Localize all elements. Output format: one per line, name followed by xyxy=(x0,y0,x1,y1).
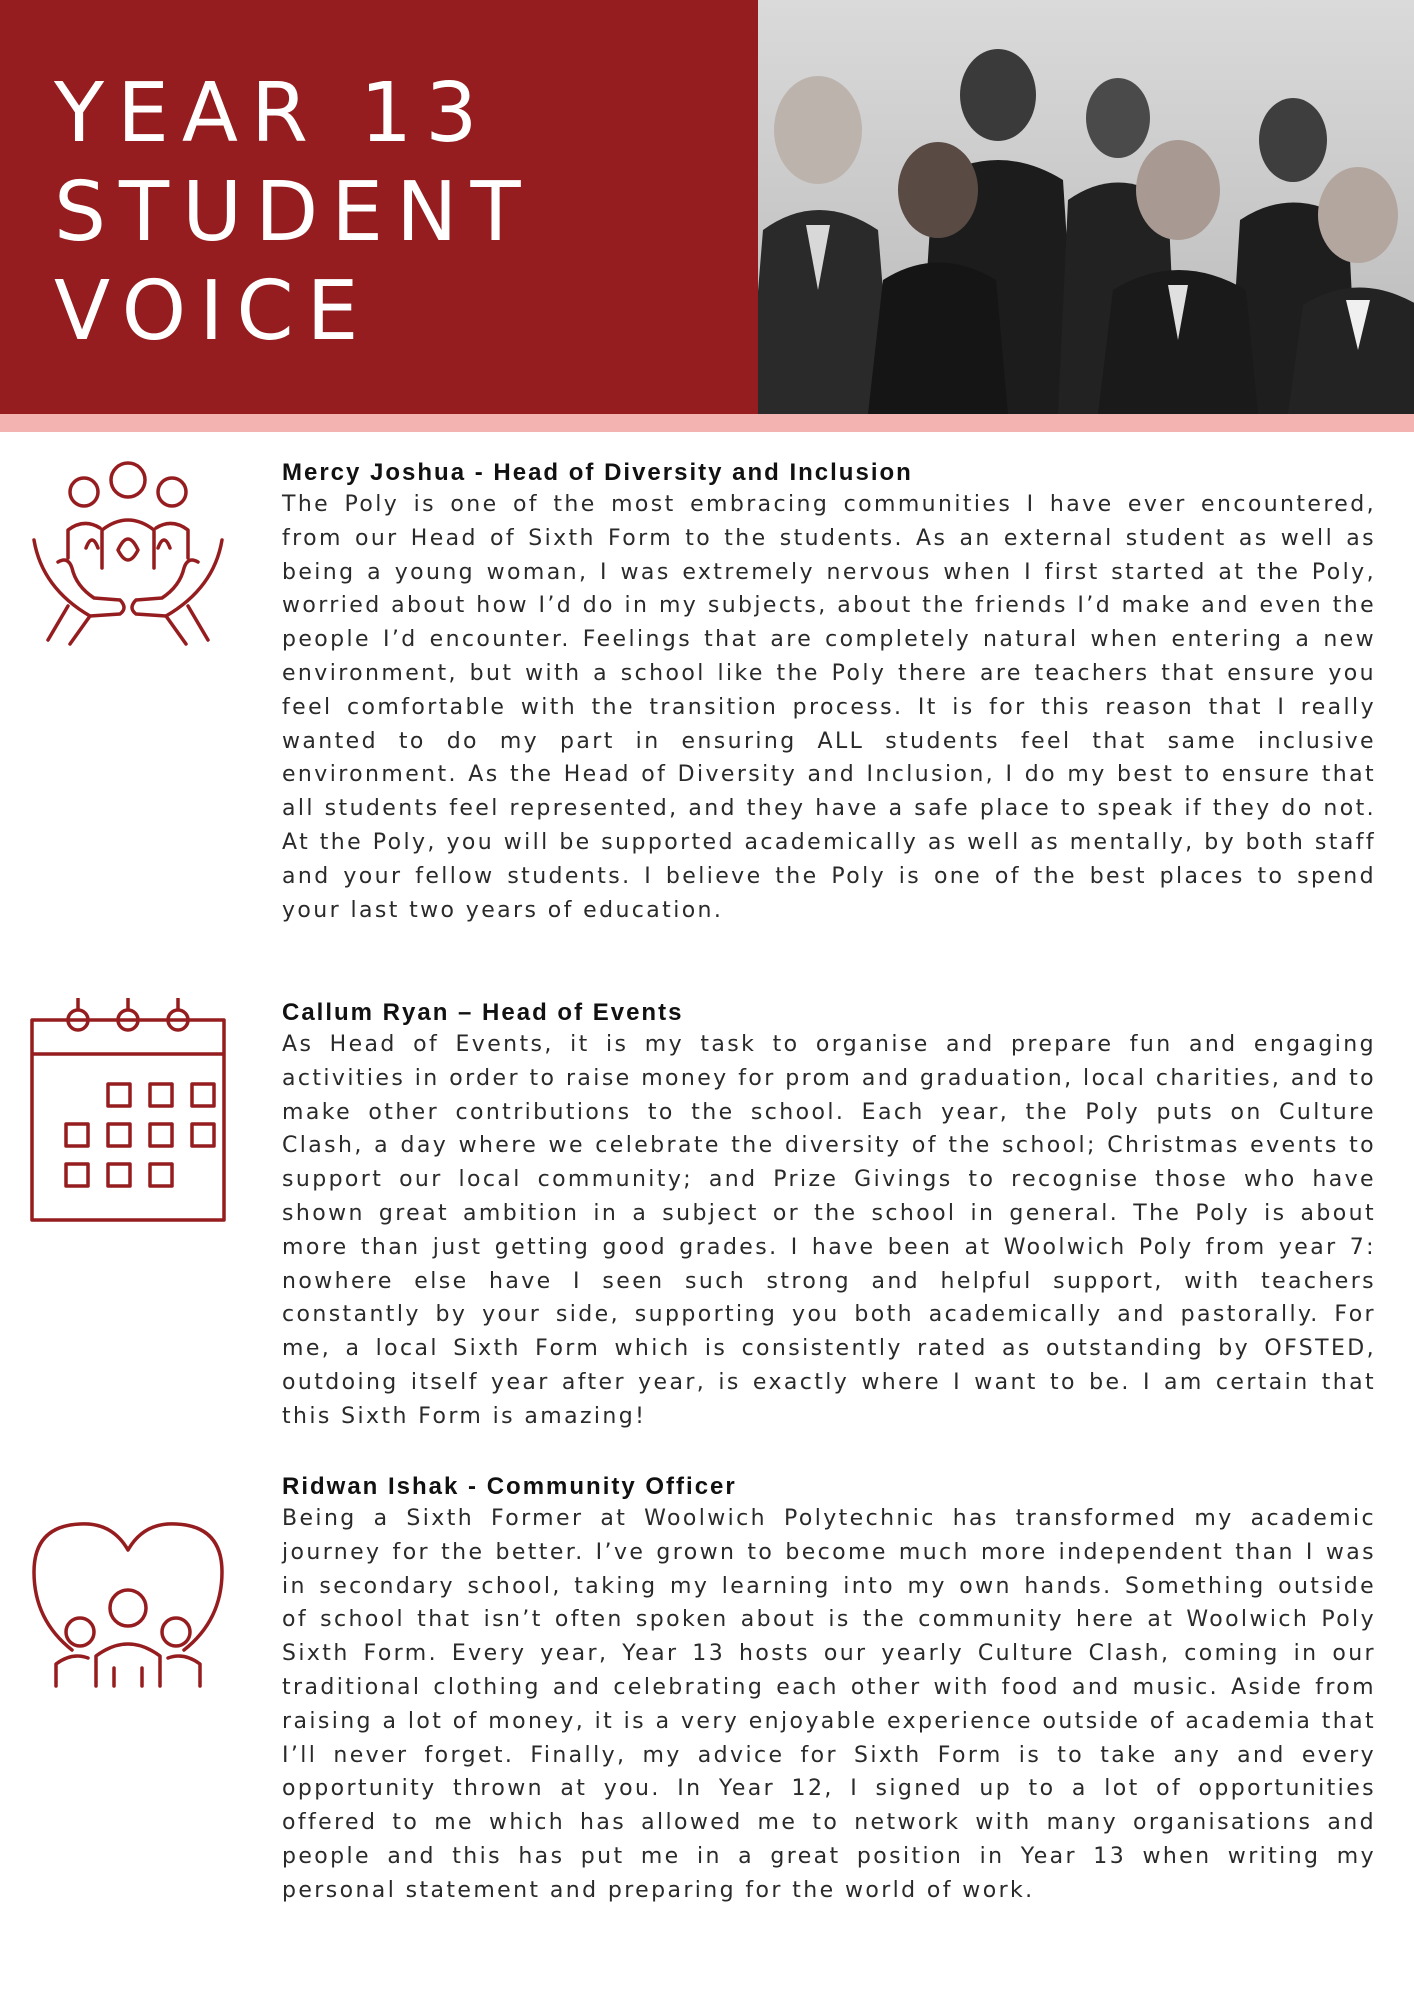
section-heading: Mercy Joshua - Head of Diversity and Inclusion xyxy=(282,459,913,486)
community-hands-icon xyxy=(28,458,228,653)
section-body: The Poly is one of the most embracing communities I have ever encountered, from our Head of Sixth Form to the students. As an external student as well as being a young woman, I was extremely nervous when I first started at the Poly, worried about how I’d do in my subjects, about the friends I’d make and even the people I’d encounter. Feelings that are completely natural when entering a new environment, but with a school like the Poly there are teachers that ensure you feel comfortable with the transition process. It is for this reason that I really wanted to do my part in ensuring ALL students feel that same inclusive environment. As the Head of Diversity and Inclusion, I do my best to ensure that all students feel represented, and they have a safe place to speak if they do not. At the Poly, you will be supported academically as well as mentally, by both staff and your fellow students. I believe the Poly is one of the best places to spend your last two years of education. xyxy=(282,492,1376,923)
title-banner xyxy=(0,0,758,414)
title-line-1: YEAR 13 xyxy=(54,66,491,161)
section-text xyxy=(282,458,1376,927)
title-line-2: STUDENT xyxy=(54,165,534,260)
section-text xyxy=(282,1472,1376,1908)
section-heading: Ridwan Ishak - Community Officer xyxy=(282,1473,737,1500)
student-group-photo xyxy=(758,0,1414,414)
page-title xyxy=(54,64,534,361)
heart-family-icon xyxy=(28,1508,228,1693)
section-text xyxy=(282,998,1376,1434)
calendar-icon xyxy=(28,998,228,1229)
accent-divider xyxy=(0,414,1414,432)
title-line-3: VOICE xyxy=(54,264,372,359)
student-group-photo-image xyxy=(758,0,1414,414)
section-heading: Callum Ryan – Head of Events xyxy=(282,999,684,1026)
section-body: Being a Sixth Former at Woolwich Polytechnic has transformed my academic journey for the better. I’ve grown to become much more independent than I was in secondary school, taking my learning into my own hands. Something outside of school that isn’t often spoken about is the community here at Woolwich Poly Sixth Form. Every year, Year 13 hosts our yearly Culture Clash, coming in our traditional clothing and celebrating each other with food and music. Aside from raising a lot of money, it is a very enjoyable experience outside of academia that I’ll never forget. Finally, my advice for Sixth Form is to take any and every opportunity thrown at you. In Year 12, I signed up to a lot of opportunities offered to me which has allowed me to network with many organisations and people and this has put me in a great position in Year 13 when writing my personal statement and preparing for the world of work. xyxy=(282,1506,1376,1903)
section-body: As Head of Events, it is my task to organise and prepare fun and engaging activities in order to raise money for prom and graduation, local charities, and to make other contributions to the school. Each year, the Poly puts on Culture Clash, a day where we celebrate the diversity of the school; Christmas events to support our local community; and Prize Givings to recognise those who have shown great ambition in a subject or the school in general. The Poly is about more than just getting good grades. I have been at Woolwich Poly from year 7: nowhere else have I seen such strong and helpful support, with teachers constantly by your side, supporting you both academically and pastorally. For me, a local Sixth Form which is consistently rated as outstanding by OFSTED, outdoing itself year after year, is exactly where I want to be. I am certain that this Sixth Form is amazing! xyxy=(282,1032,1376,1429)
